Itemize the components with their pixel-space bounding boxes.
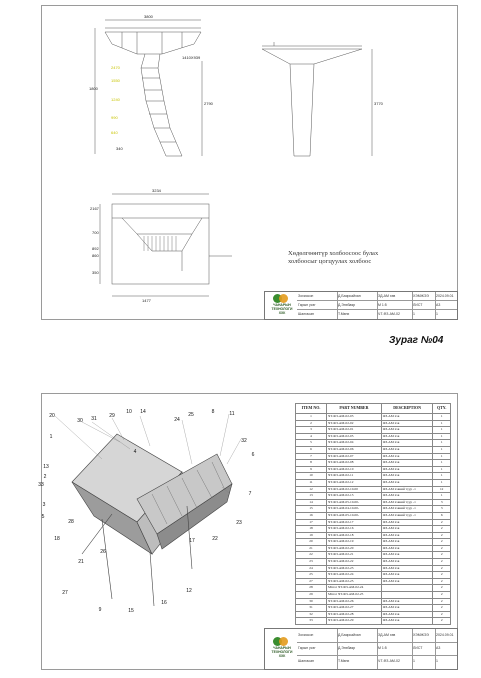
callout-29: 29 bbox=[109, 413, 115, 419]
cell-description: ФЗ-АМ хэв bbox=[381, 479, 433, 486]
cell-item-no: 30 bbox=[296, 598, 327, 605]
dim-plan-f: 1477 bbox=[142, 298, 151, 303]
col-description: DESCRIPTION bbox=[381, 404, 433, 414]
cell-item-no: 31 bbox=[296, 605, 327, 612]
tb2-r2c2: Д.Энхбаяр bbox=[338, 646, 356, 650]
callout-4: 4 bbox=[133, 449, 137, 455]
table-row bbox=[296, 433, 451, 440]
cell-description: ФЗ-АМ хэв bbox=[381, 440, 433, 447]
company-logo bbox=[267, 294, 295, 314]
cell-item-no: 5 bbox=[296, 440, 327, 447]
cell-part-number: ЧТ-ФЗ-АМ-02-13 bbox=[327, 493, 382, 500]
callout-5: 5 bbox=[41, 514, 45, 520]
cell-part-number: Mirror ЧТ-ФЗ-АМ-02-25 bbox=[327, 592, 382, 599]
table-row bbox=[296, 598, 451, 605]
cell-qty: 2 bbox=[433, 565, 451, 572]
tb-r2c3: М 1:5 bbox=[378, 303, 387, 307]
tb2-r1c5: 2024.09.01 bbox=[436, 633, 454, 637]
cell-part-number: ЧТ-ФЗ-АМ-02-07 bbox=[327, 453, 382, 460]
callout-12: 12 bbox=[186, 588, 192, 594]
cell-description: ФЗ-АМ хэв bbox=[381, 598, 433, 605]
callout-24: 24 bbox=[174, 417, 180, 423]
callout-30: 30 bbox=[77, 418, 83, 424]
table-row bbox=[296, 572, 451, 579]
table-row bbox=[296, 578, 451, 585]
cell-description: ФЗ-АМ хэв bbox=[381, 453, 433, 460]
cell-item-no: 17 bbox=[296, 519, 327, 526]
cell-description: ФЗ-АМ хэв bbox=[381, 433, 433, 440]
cell-description: ФЗ-АМ хэв bbox=[381, 552, 433, 559]
tb2-r1c2: Д.Баярсайхан bbox=[338, 633, 361, 637]
cell-part-number: ЧТ-ФЗ-АМ-02-18 bbox=[327, 532, 382, 539]
table-row bbox=[296, 460, 451, 467]
tb2-r3c3: ЧТ-ФЗ-АМ-02 bbox=[378, 659, 400, 663]
cell-description: ФЗ-АМ хэв bbox=[381, 539, 433, 546]
cell-qty: 2 bbox=[433, 519, 451, 526]
table-row bbox=[296, 552, 451, 559]
cell-description: ФЗ-АМ хэв bbox=[381, 578, 433, 585]
drawing-note bbox=[288, 250, 378, 266]
cell-description: ФЗ-АМ хэв bbox=[381, 473, 433, 480]
dim-top-width: 3800 bbox=[144, 14, 153, 19]
cell-item-no: 7 bbox=[296, 453, 327, 460]
title-block-2 bbox=[264, 628, 458, 670]
cell-part-number: ЧТ-ФЗ-АМ-02-25 bbox=[327, 578, 382, 585]
cell-part-number: ЧТ-ФЗ-АМ-02-29 bbox=[327, 618, 382, 625]
cell-qty: 12 bbox=[433, 486, 451, 493]
tb2-r3c4: 1 bbox=[413, 659, 415, 663]
cell-part-number: ЧТ-ФЗ-АМ-02-02 bbox=[327, 420, 382, 427]
cell-item-no: 6 bbox=[296, 446, 327, 453]
cell-part-number: ЧТ-ФЗ-АМ-02-05 bbox=[327, 433, 382, 440]
cell-description: ФЗ-АМ хэвний түүр -1 bbox=[381, 506, 433, 513]
cell-description: ФЗ-АМ хэвний түүр -1 bbox=[381, 486, 433, 493]
cell-item-no: 3 bbox=[296, 427, 327, 434]
cell-part-number: ЧТ-ФЗ-АМ-02-11 bbox=[327, 473, 382, 480]
table-row bbox=[296, 512, 451, 519]
table-row bbox=[296, 473, 451, 480]
cell-qty: 2 bbox=[433, 545, 451, 552]
tb-r1c2: Д.Баярсайхан bbox=[338, 294, 361, 298]
cell-qty: 2 bbox=[433, 592, 451, 599]
callout-1: 1 bbox=[49, 434, 53, 440]
title-block bbox=[264, 291, 458, 320]
callout-20: 20 bbox=[49, 413, 55, 419]
tb2-r2c1: Гарын үсэг bbox=[298, 646, 316, 650]
cell-qty: 2 bbox=[433, 578, 451, 585]
callout-33: 33 bbox=[38, 482, 44, 488]
dim-plan-width: 3234 bbox=[152, 188, 161, 193]
cell-item-no: 22 bbox=[296, 552, 327, 559]
cell-qty: 2 bbox=[433, 611, 451, 618]
cell-part-number: ЧТ-ФЗ-АМ-05-10-00- bbox=[327, 512, 382, 519]
cell-description: ФЗ-АМ хэв bbox=[381, 572, 433, 579]
cell-item-no: 20 bbox=[296, 539, 327, 546]
cell-item-no: 21 bbox=[296, 545, 327, 552]
dim-plan-d: 860 bbox=[92, 253, 99, 258]
cell-description: ФЗ-АМ хэв bbox=[381, 526, 433, 533]
tb-r3c4: 1 bbox=[413, 312, 415, 316]
cell-part-number: ЧТ-ФЗ-АМ-02-01 bbox=[327, 427, 382, 434]
cell-description: ФЗ-АМ хэв bbox=[381, 460, 433, 467]
cell-description: ФЗ-АМ хэв bbox=[381, 446, 433, 453]
cell-description: ФЗ-АМ хэвний түүр -1 bbox=[381, 512, 433, 519]
cell-part-number: ЧТ-ФЗ-АМ-02-26 bbox=[327, 598, 382, 605]
tb2-r3c1: Шалгасан bbox=[298, 659, 314, 663]
cell-qty: 2 bbox=[433, 572, 451, 579]
cell-qty: 1 bbox=[433, 433, 451, 440]
cell-item-no: 28 bbox=[296, 585, 327, 592]
cell-qty: 1 bbox=[433, 427, 451, 434]
table-row bbox=[296, 611, 451, 618]
cell-part-number: ЧТ-ФЗ-АМ-02-06 bbox=[327, 446, 382, 453]
table-row bbox=[296, 446, 451, 453]
table-row bbox=[296, 486, 451, 493]
cell-part-number: ЧТ-ФЗ-АМ-02-20 bbox=[327, 545, 382, 552]
cell-item-no: 15 bbox=[296, 506, 327, 513]
col-qty: QTY. bbox=[433, 404, 451, 414]
cell-item-no: 24 bbox=[296, 565, 327, 572]
col-part-number: PART NUMBER bbox=[327, 404, 382, 414]
cell-description: ФЗ-АМ хэвний түүр -1 bbox=[381, 499, 433, 506]
table-row bbox=[296, 532, 451, 539]
front-view bbox=[95, 20, 202, 156]
isometric-assembly-view bbox=[42, 394, 292, 669]
cell-item-no: 33 bbox=[296, 618, 327, 625]
tb2-r2c4: ЛИСТ bbox=[413, 646, 423, 650]
callout-25: 25 bbox=[188, 412, 194, 418]
company-logo-2 bbox=[267, 637, 295, 657]
cell-item-no: 1 bbox=[296, 414, 327, 421]
tb2-r1c1: Зохиосон bbox=[298, 633, 314, 637]
table-row bbox=[296, 559, 451, 566]
side-view bbox=[262, 42, 372, 156]
cell-part-number: ЧТ-ФЗ-АМ-02-04 bbox=[327, 440, 382, 447]
cell-description: ФЗ-АМ хэв bbox=[381, 605, 433, 612]
cell-part-number: ЧТ-ФЗ-АМ-04-10-00- bbox=[327, 506, 382, 513]
table-header-row bbox=[296, 404, 451, 414]
tb-r3c5: 1 bbox=[436, 312, 438, 316]
tb2-r2c3: М 1:5 bbox=[378, 646, 387, 650]
tb2-r1c4: ХЭМЖЭЭ bbox=[413, 633, 429, 637]
table-row bbox=[296, 565, 451, 572]
drawing-sheet-2 bbox=[38, 393, 458, 670]
dim-col-4: 990 bbox=[111, 115, 118, 120]
cell-part-number: ЧТ-ФЗ-АМ-02-16 bbox=[327, 526, 382, 533]
tb2-r2c5: A3 bbox=[436, 646, 441, 650]
dim-plan-c: 892 bbox=[92, 246, 99, 251]
callout-2: 2 bbox=[43, 474, 47, 480]
tb-r2c1: Гарын үсэг bbox=[298, 303, 316, 307]
plan-view bbox=[100, 194, 232, 296]
cell-description: ФЗ-АМ хэв bbox=[381, 466, 433, 473]
tb2-r1c3: ЗД-АМ хэв bbox=[378, 633, 396, 637]
tb-r2c4: ЛИСТ bbox=[413, 303, 423, 307]
cell-item-no: 13 bbox=[296, 493, 327, 500]
logo-orange-circle bbox=[279, 637, 288, 646]
note-line-1: Хөдөлгөөнтүр холбоосоос булах bbox=[288, 250, 379, 257]
table-row bbox=[296, 506, 451, 513]
callout-11: 11 bbox=[229, 411, 235, 417]
cell-qty: 2 bbox=[433, 552, 451, 559]
dim-plan-a: 2167 bbox=[90, 206, 99, 211]
callout-8: 8 bbox=[211, 409, 215, 415]
cell-qty: 1 bbox=[433, 414, 451, 421]
cell-item-no: 18 bbox=[296, 526, 327, 533]
cell-qty: 2 bbox=[433, 559, 451, 566]
cell-qty: 2 bbox=[433, 598, 451, 605]
cell-qty: 6 bbox=[433, 512, 451, 519]
logo-orange-circle bbox=[279, 294, 288, 303]
cell-description: ФЗ-АМ хэв bbox=[381, 519, 433, 526]
cell-item-no: 29 bbox=[296, 592, 327, 599]
dim-hatch-size: 1410X939 bbox=[182, 55, 201, 60]
cell-qty: 2 bbox=[433, 605, 451, 612]
callout-18: 18 bbox=[54, 536, 60, 542]
table-row bbox=[296, 592, 451, 599]
cell-qty: 1 bbox=[433, 479, 451, 486]
cell-item-no: 10 bbox=[296, 473, 327, 480]
cell-part-number: ЧТ-ФЗ-АМ-02-23 bbox=[327, 565, 382, 572]
cell-qty: 1 bbox=[433, 440, 451, 447]
note-line-2: холбоосыг цогцуулах холбоос bbox=[288, 258, 372, 265]
tb-r1c5: 2024.09.01 bbox=[436, 294, 454, 298]
table-row bbox=[296, 440, 451, 447]
table-row bbox=[296, 545, 451, 552]
cell-item-no: 14 bbox=[296, 499, 327, 506]
table-row bbox=[296, 526, 451, 533]
cell-part-number: ЧТ-ФЗ-АМ-02-24 bbox=[327, 572, 382, 579]
cell-part-number: ЧТ-ФЗ-АМ-02-10 bbox=[327, 466, 382, 473]
cell-part-number: ЧТ-ФЗ-АМ-02-03 bbox=[327, 414, 382, 421]
logo-text-2: ЧАНАРЫН ТЕХНОЛОГИ ХХК bbox=[271, 646, 293, 658]
cell-qty: 2 bbox=[433, 585, 451, 592]
table-row bbox=[296, 585, 451, 592]
table-row bbox=[296, 466, 451, 473]
callout-6: 6 bbox=[251, 452, 255, 458]
dim-height-1: 1800 bbox=[89, 86, 98, 91]
cell-part-number: ЧТ-ФЗ-АМ-02-10-00 bbox=[327, 486, 382, 493]
callout-22: 22 bbox=[212, 536, 218, 542]
dim-right-height: 3770 bbox=[374, 101, 383, 106]
cell-item-no: 23 bbox=[296, 559, 327, 566]
cell-item-no: 2 bbox=[296, 420, 327, 427]
table-row bbox=[296, 420, 451, 427]
cell-item-no: 9 bbox=[296, 466, 327, 473]
cell-description: ФЗ-АМ хэв bbox=[381, 493, 433, 500]
callout-21: 21 bbox=[78, 559, 84, 565]
tb2-r3c2: Т.Мөнх bbox=[338, 659, 350, 663]
cell-part-number: ЧТ-ФЗ-АМ-02-08 bbox=[327, 460, 382, 467]
callout-27: 27 bbox=[62, 590, 68, 596]
cell-qty: 1 bbox=[433, 473, 451, 480]
cell-part-number: ЧТ-ФЗ-АМ-02-22 bbox=[327, 559, 382, 566]
dim-height-2: 2790 bbox=[204, 101, 213, 106]
cell-qty: 1 bbox=[433, 420, 451, 427]
cell-description: ФЗ-АМ хэв bbox=[381, 611, 433, 618]
cell-part-number: ЧТ-ФЗ-АМ-02-27 bbox=[327, 605, 382, 612]
table-row bbox=[296, 499, 451, 506]
table-row bbox=[296, 605, 451, 612]
tb-r1c1: Зохиосон bbox=[298, 294, 314, 298]
table-row bbox=[296, 427, 451, 434]
cell-description: ФЗ-АМ хэв bbox=[381, 565, 433, 572]
callout-14: 14 bbox=[140, 409, 146, 415]
dim-col-5: 640 bbox=[111, 130, 118, 135]
cell-part-number: ЧТ-ФЗ-АМ-02-17 bbox=[327, 519, 382, 526]
cell-item-no: 11 bbox=[296, 479, 327, 486]
cell-qty: 1 bbox=[433, 493, 451, 500]
tb-r3c1: Шалгасан bbox=[298, 312, 314, 316]
cell-description: ФЗ-АМ хэв bbox=[381, 532, 433, 539]
cell-qty: 3 bbox=[433, 506, 451, 513]
parts-list-table bbox=[295, 403, 451, 625]
table-row bbox=[296, 618, 451, 625]
callout-9: 9 bbox=[98, 607, 102, 613]
callout-7: 7 bbox=[248, 491, 252, 497]
cell-qty: 1 bbox=[433, 460, 451, 467]
cell-part-number: ЧТ-ФЗ-АМ-02-19 bbox=[327, 539, 382, 546]
cell-qty: 2 bbox=[433, 526, 451, 533]
cell-qty: 1 bbox=[433, 466, 451, 473]
cell-qty: 2 bbox=[433, 539, 451, 546]
callout-13: 13 bbox=[43, 464, 49, 470]
cell-part-number: ЧТ-ФЗ-АМ-02-28 bbox=[327, 611, 382, 618]
drawing-sheet-1 bbox=[41, 5, 458, 320]
callout-28: 28 bbox=[68, 519, 74, 525]
technical-drawing-views bbox=[42, 6, 457, 319]
cell-qty: 2 bbox=[433, 532, 451, 539]
callout-3: 3 bbox=[42, 502, 46, 508]
cell-part-number: ЧТ-ФЗ-АМ-02-21 bbox=[327, 552, 382, 559]
dim-col-1: 2470 bbox=[111, 65, 120, 70]
cell-item-no: 25 bbox=[296, 572, 327, 579]
tb-r2c5: A3 bbox=[436, 303, 441, 307]
tb-r3c2: Т.Мөнх bbox=[338, 312, 350, 316]
cell-description: ФЗ-АМ хэв bbox=[381, 545, 433, 552]
tb2-r3c5: 1 bbox=[436, 659, 438, 663]
dim-col-6: 340 bbox=[116, 146, 123, 151]
dim-plan-e: 350 bbox=[92, 270, 99, 275]
dim-col-2: 1550 bbox=[111, 78, 120, 83]
cell-part-number: ЧТ-ФЗ-АМ-05-10-00- bbox=[327, 499, 382, 506]
tb-r3c3: ЧТ-ФЗ-АМ-02 bbox=[378, 312, 400, 316]
figure-heading: Зураг №04 bbox=[389, 335, 444, 346]
dim-col-3: 1240 bbox=[111, 97, 120, 102]
cell-description: ФЗ-АМ хэв bbox=[381, 414, 433, 421]
cell-description: ФЗ-АМ хэв bbox=[381, 559, 433, 566]
table-row bbox=[296, 539, 451, 546]
cell-qty: 1 bbox=[433, 453, 451, 460]
tb-r1c3: ЗД-АМ хэв bbox=[378, 294, 396, 298]
callout-15: 15 bbox=[128, 608, 134, 614]
callout-16: 16 bbox=[161, 600, 167, 606]
cell-qty: 2 bbox=[433, 618, 451, 625]
col-item-no: ITEM NO. bbox=[296, 404, 327, 414]
cell-description bbox=[381, 585, 433, 592]
cell-item-no: 19 bbox=[296, 532, 327, 539]
cell-item-no: 4 bbox=[296, 433, 327, 440]
cell-description: ФЗ-АМ хэв bbox=[381, 427, 433, 434]
cell-part-number: ЧТ-ФЗ-АМ-02-12 bbox=[327, 479, 382, 486]
callout-32: 32 bbox=[241, 438, 247, 444]
dim-plan-b: 700 bbox=[92, 230, 99, 235]
cell-description: ФЗ-АМ хэв bbox=[381, 420, 433, 427]
cell-part-number: Mirror ЧТ-ФЗ-АМ-02-24 bbox=[327, 585, 382, 592]
cell-item-no: 32 bbox=[296, 611, 327, 618]
table-row bbox=[296, 519, 451, 526]
tb-r1c4: ХЭМЖЭЭ bbox=[413, 294, 429, 298]
cell-description bbox=[381, 592, 433, 599]
cell-item-no: 12 bbox=[296, 486, 327, 493]
cell-item-no: 27 bbox=[296, 578, 327, 585]
cell-description: ФЗ-АМ хэв bbox=[381, 618, 433, 625]
callout-31: 31 bbox=[91, 416, 97, 422]
callout-23: 23 bbox=[236, 520, 242, 526]
table-row bbox=[296, 414, 451, 421]
cell-qty: 3 bbox=[433, 499, 451, 506]
callout-10: 10 bbox=[126, 409, 132, 415]
logo-text: ЧАНАРЫН ТЕХНОЛОГИ ХХК bbox=[271, 303, 293, 315]
tb-r2c2: Д.Энхбаяр bbox=[338, 303, 356, 307]
cell-item-no: 8 bbox=[296, 460, 327, 467]
callout-26: 26 bbox=[100, 549, 106, 555]
table-row bbox=[296, 479, 451, 486]
table-row bbox=[296, 493, 451, 500]
cell-item-no: 16 bbox=[296, 512, 327, 519]
cell-qty: 1 bbox=[433, 446, 451, 453]
callout-17: 17 bbox=[189, 538, 195, 544]
table-row bbox=[296, 453, 451, 460]
